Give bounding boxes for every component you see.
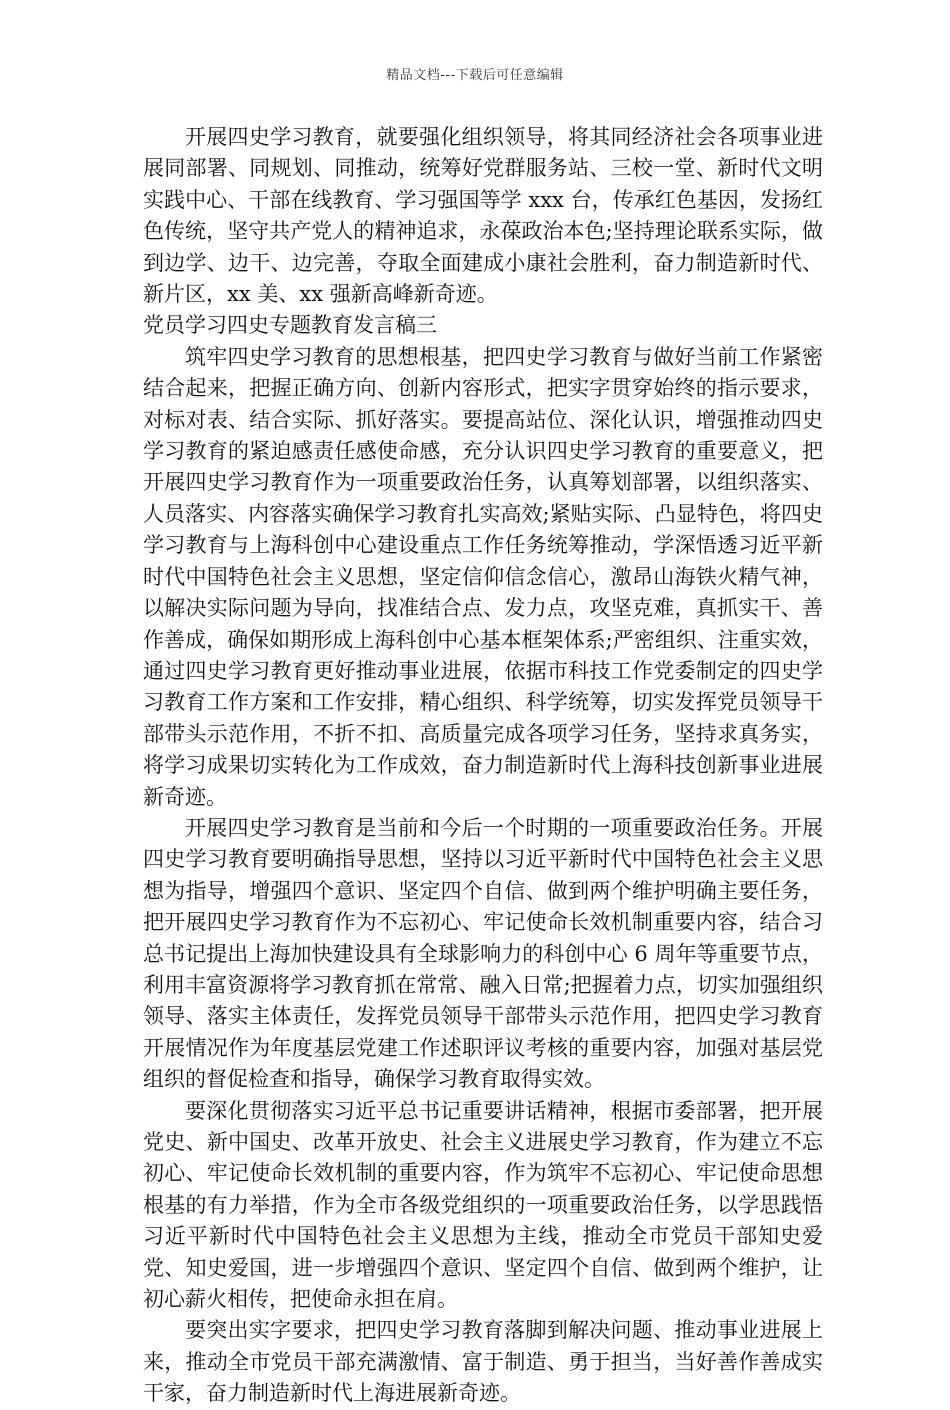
paragraph-political-task: 开展四史学习教育是当前和今后一个时期的一项重要政治任务。开展四史学习教育要明确指导思想，坚持以习近平新时代中国特色社会主义思想为指导，增强四个意识、坚定四个自信、做到两个维护明确主要任务，把开展四史学习教育作为不忘初心、牢记使命长效机制重要内容，结合习总书记提出上海加快建设具有全球影响力的科创中心 6 周年等重要节点，利用丰富资源将学习教育抓在常常、融入日常;把握着力点，切实加强组织领导、落实主体责任，发挥党员领导干部带头示范作用，把四史学习教育开展情况作为年度基层党建工作述职评议考核的重要内容，加强对基层党组织的督促检查和指导，确保学习教育取得实效。 [143,815,823,1092]
page-header: 精品文档---下载后可任意编辑 [386,68,564,83]
paragraph-practical-requirement: 要突出实字要求，把四史学习教育落脚到解决问题、推动事业进展上来，推动全市党员干部充满激情、富于制造、勇于担当，当好善作善成实干家，奋力制造新时代上海进展新奇迹。 [143,1318,823,1406]
document-body [143,122,823,1410]
paragraph-intro: 开展四史学习教育，就要强化组织领导，将其同经济社会各项事业进展同部署、同规划、同推动，统筹好党群服务站、三校一堂、新时代文明实践中心、干部在线教育、学习强国等学 xxx 台，传承红色基因，发扬红色传统，坚守共产党人的精神追求，永葆政治本色;坚持理论联系实际，做到边学、边干、边完善，夺取全面建成小康社会胜利，奋力制造新时代、新片区，xx 美、xx 强新高峰新奇迹。 [143,125,823,307]
paragraph-foundation: 筑牢四史学习教育的思想根基，把四史学习教育与做好当前工作紧密结合起来，把握正确方向、创新内容形式，把实字贯穿始终的指示要求，对标对表、结合实际、抓好落实。要提高站位、深化认识，增强推动四史学习教育的紧迫感责任感使命感，充分认识四史学习教育的重要意义，把开展四史学习教育作为一项重要政治任务，认真筹划部署，以组织落实、人员落实、内容落实确保学习教育扎实高效;紧贴实际、凸显特色，将四史学习教育与上海科创中心建设重点工作任务统筹推动，学深悟透习近平新时代中国特色社会主义思想，坚定信仰信念信心，激昂山海铁火精气神，以解决实际问题为导向，找准结合点、发力点，攻坚克难，真抓实干、善作善成，确保如期形成上海科创中心基本框架体系;严密组织、注重实效，通过四史学习教育更好推动事业进展，依据市科技工作党委制定的四史学习教育工作方案和工作安排，精心组织、科学统筹，切实发挥党员领导干部带头示范作用，不折不扣、高质量完成各项学习任务，坚持求真务实，将学习成果切实转化为工作成效，奋力制造新时代上海科技创新事业进展新奇迹。 [143,344,823,809]
section-heading: 党员学习四史专题教育发言稿三 [143,313,437,338]
paragraph-implementation: 要深化贯彻落实习近平总书记重要讲话精神，根据市委部署，把开展党史、新中国史、改革开放史、社会主义进展史学习教育，作为建立不忘初心、牢记使命长效机制的重要内容，作为筑牢不忘初心、牢记使命思想根基的有力举措，作为全市各级党组织的一项重要政治任务，以学思践悟习近平新时代中国特色社会主义思想为主线，推动全市党员干部知史爱党、知史爱国，进一步增强四个意识、坚定四个自信、做到两个维护，让初心薪火相传，把使命永担在肩。 [143,1098,823,1312]
